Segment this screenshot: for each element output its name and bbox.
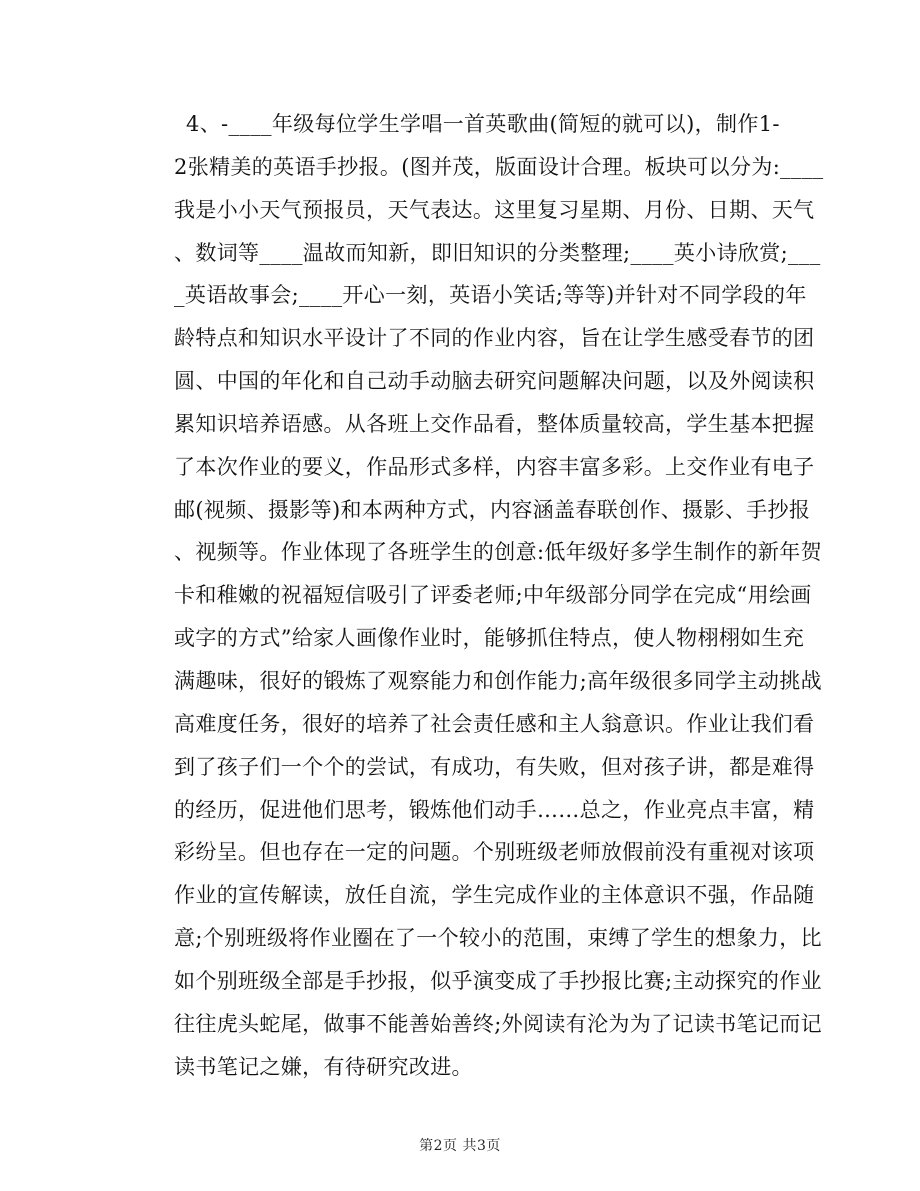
text-line: 到了孩子们一个个的尝试，有成功，有失败，但对孩子讲，都是难得 bbox=[174, 754, 815, 779]
text-line: 满趣味，很好的锻炼了观察能力和创作能力;高年级很多同学主动挑战 bbox=[174, 668, 822, 693]
page-number-footer: 第2页 共3页 bbox=[419, 1138, 501, 1154]
text-line: 的经历，促进他们思考，锻炼他们动手……总之，作业亮点丰富，精 bbox=[174, 797, 815, 822]
text-line: 了本次作业的要义，作品形式多样，内容丰富多彩。上交作业有电子 bbox=[174, 454, 815, 479]
text-line: 我是小小天气预报员，天气表达。这里复习星期、月份、日期、天气 bbox=[174, 197, 815, 222]
text-line: 高难度任务，很好的培养了社会责任感和主人翁意识。作业让我们看 bbox=[174, 711, 815, 736]
body-paragraph bbox=[174, 103, 824, 1088]
text-line: 龄特点和知识水平设计了不同的作业内容，旨在让学生感受春节的团 bbox=[174, 326, 815, 351]
text-line: 或字的方式”给家人画像作业时，能够抓住特点，使人物栩栩如生充 bbox=[174, 626, 805, 651]
text-line: 、数词等____温故而知新，即旧知识的分类整理;____英小诗欣赏;___ bbox=[174, 240, 821, 265]
text-line: 如个别班级全部是手抄报，似乎演变成了手抄报比赛;主动探究的作业 bbox=[174, 968, 822, 993]
text-line: 作业的宣传解读，放任自流，学生完成作业的主体意识不强，作品随 bbox=[174, 883, 815, 908]
text-line: _英语故事会;____开心一刻，英语小笑话;等等)并针对不同学段的年 bbox=[174, 283, 807, 308]
text-line: 、视频等。作业体现了各班学生的创意:低年级好多学生制作的新年贺 bbox=[174, 540, 822, 565]
text-line: 往往虎头蛇尾，做事不能善始善终;外阅读有沦为为了记读书笔记而记 bbox=[174, 1011, 822, 1036]
text-line: 彩纷呈。但也存在一定的问题。个别班级老师放假前没有重视对该项 bbox=[174, 840, 815, 865]
text-line: 4、-____年级每位学生学唱一首英歌曲(简短的就可以)，制作1- bbox=[186, 112, 780, 136]
text-line: 卡和稚嫩的祝福短信吸引了评委老师;中年级部分同学在完成“用绘画 bbox=[174, 583, 812, 608]
text-line: 邮(视频、摄影等)和本两种方式，内容涵盖春联创作、摄影、手抄报 bbox=[174, 497, 811, 522]
text-line: 累知识培养语感。从各班上交作品看，整体质量较高，学生基本把握 bbox=[174, 411, 815, 436]
text-line: 圆、中国的年化和自己动手动脑去研究问题解决问题，以及外阅读积 bbox=[174, 369, 815, 394]
text-line: 2张精美的英语手抄报。(图并茂，版面设计合理。板块可以分为:____ bbox=[174, 154, 824, 179]
text-line: 读书笔记之嫌，有待研究改进。 bbox=[174, 1054, 473, 1079]
text-line: 意;个别班级将作业圈在了一个较小的范围，束缚了学生的想象力，比 bbox=[174, 926, 822, 951]
